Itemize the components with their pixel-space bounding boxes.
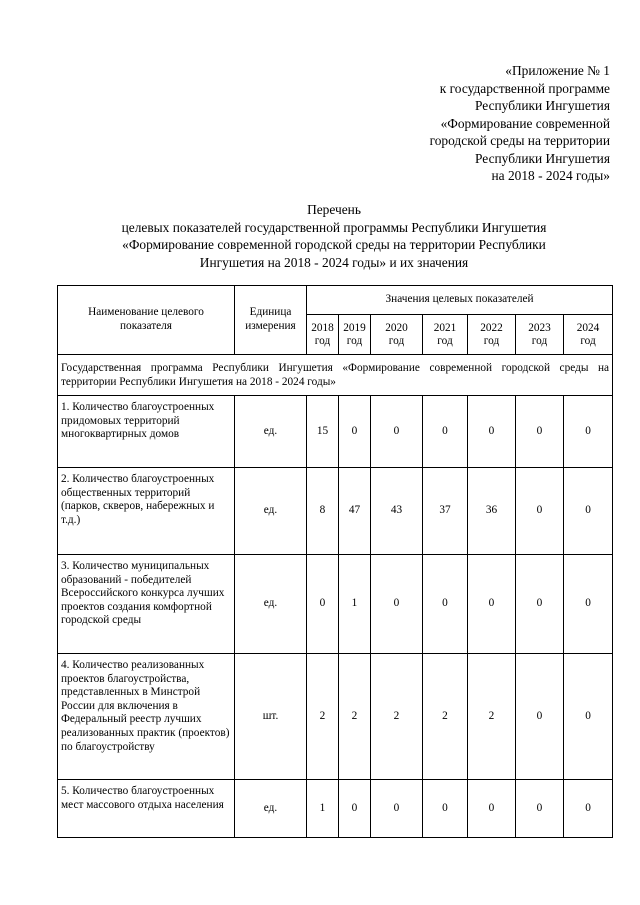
title-line: «Формирование современной городской среды на территории Республики (122, 237, 546, 252)
table-row (58, 555, 613, 654)
value-cell: 36 (468, 468, 516, 555)
value-cell: 0 (564, 396, 613, 468)
value-cell: 0 (307, 555, 339, 654)
value-cell: 1 (307, 780, 339, 838)
value-cell: 37 (423, 468, 468, 555)
header-unit: Единица измерения (235, 286, 307, 355)
title-line: Перечень (307, 202, 361, 217)
value-cell: 0 (371, 555, 423, 654)
value-cell: 0 (564, 555, 613, 654)
appendix-line: Республики Ингушетия (475, 150, 610, 166)
header-year: 2021 год (423, 315, 468, 355)
header-year: 2023 год (516, 315, 564, 355)
header-year: 2022 год (468, 315, 516, 355)
appendix-line: к государственной программе (439, 80, 610, 96)
indicator-name: 1. Количество благоустроенных придомовых территорий многоквартирных домов (58, 396, 235, 468)
value-cell: 1 (339, 555, 371, 654)
indicator-name: 5. Количество благоустроенных мест массового отдыха населения (58, 780, 235, 838)
value-cell: 47 (339, 468, 371, 555)
title-line: Ингушетия на 2018 - 2024 годы» и их значения (199, 254, 469, 270)
value-cell: 0 (371, 780, 423, 838)
value-cell: 2 (371, 654, 423, 780)
appendix-line: «Приложение № 1 (505, 63, 610, 78)
appendix-line: на 2018 - 2024 годы» (491, 168, 610, 183)
value-cell: 0 (468, 780, 516, 838)
value-cell: 0 (423, 555, 468, 654)
header-values-group: Значения целевых показателей (307, 286, 613, 315)
value-cell: 0 (516, 654, 564, 780)
appendix-line: Республики Ингушетия (475, 98, 610, 113)
program-row: Государственная программа Республики Ингушетия «Формирование современной городской среды на территории Республики Ингушетия на 2018 - 2024 годы» (58, 355, 613, 396)
indicator-unit: ед. (235, 555, 307, 654)
value-cell: 0 (468, 555, 516, 654)
header-year: 2020 год (371, 315, 423, 355)
value-cell: 2 (307, 654, 339, 780)
indicator-unit: ед. (235, 780, 307, 838)
value-cell: 0 (564, 654, 613, 780)
appendix-header (310, 62, 610, 185)
value-cell: 0 (516, 468, 564, 555)
value-cell: 2 (423, 654, 468, 780)
indicator-name: 3. Количество муниципальных образований - победителей Всероссийского конкурса лучших проектов создания комфортной городской среды (58, 555, 235, 654)
value-cell: 0 (516, 396, 564, 468)
header-year: 2018 год (307, 315, 339, 355)
indicator-unit: ед. (235, 396, 307, 468)
value-cell: 0 (516, 780, 564, 838)
value-cell: 0 (423, 396, 468, 468)
indicator-name: 4. Количество реализованных проектов благоустройства, представленных в Минстрой России для включения в Федеральный реестр лучших реализованных практик (проектов) по благоустройству (58, 654, 235, 780)
title-line: целевых показателей государственной программы Республики Ингушетия (121, 219, 547, 235)
value-cell: 0 (564, 780, 613, 838)
value-cell: 8 (307, 468, 339, 555)
value-cell: 0 (339, 396, 371, 468)
appendix-line: городской среды на территории (429, 133, 610, 148)
value-cell: 0 (564, 468, 613, 555)
indicator-unit: шт. (235, 654, 307, 780)
table-row (58, 654, 613, 780)
header-year: 2024 год (564, 315, 613, 355)
value-cell: 2 (339, 654, 371, 780)
value-cell: 43 (371, 468, 423, 555)
header-name: Наименование целевого показателя (58, 286, 235, 355)
indicator-name: 2. Количество благоустроенных общественных территорий (парков, скверов, набережных и т.д.) (58, 468, 235, 555)
value-cell: 0 (371, 396, 423, 468)
value-cell: 0 (468, 396, 516, 468)
value-cell: 0 (339, 780, 371, 838)
value-cell: 2 (468, 654, 516, 780)
table-row (58, 468, 613, 555)
table-row (58, 780, 613, 838)
document-title (58, 201, 610, 271)
value-cell: 15 (307, 396, 339, 468)
indicators-table (57, 285, 613, 838)
indicator-unit: ед. (235, 468, 307, 555)
value-cell: 0 (516, 555, 564, 654)
appendix-line: «Формирование современной (440, 115, 610, 131)
table-row (58, 396, 613, 468)
header-year: 2019 год (339, 315, 371, 355)
value-cell: 0 (423, 780, 468, 838)
